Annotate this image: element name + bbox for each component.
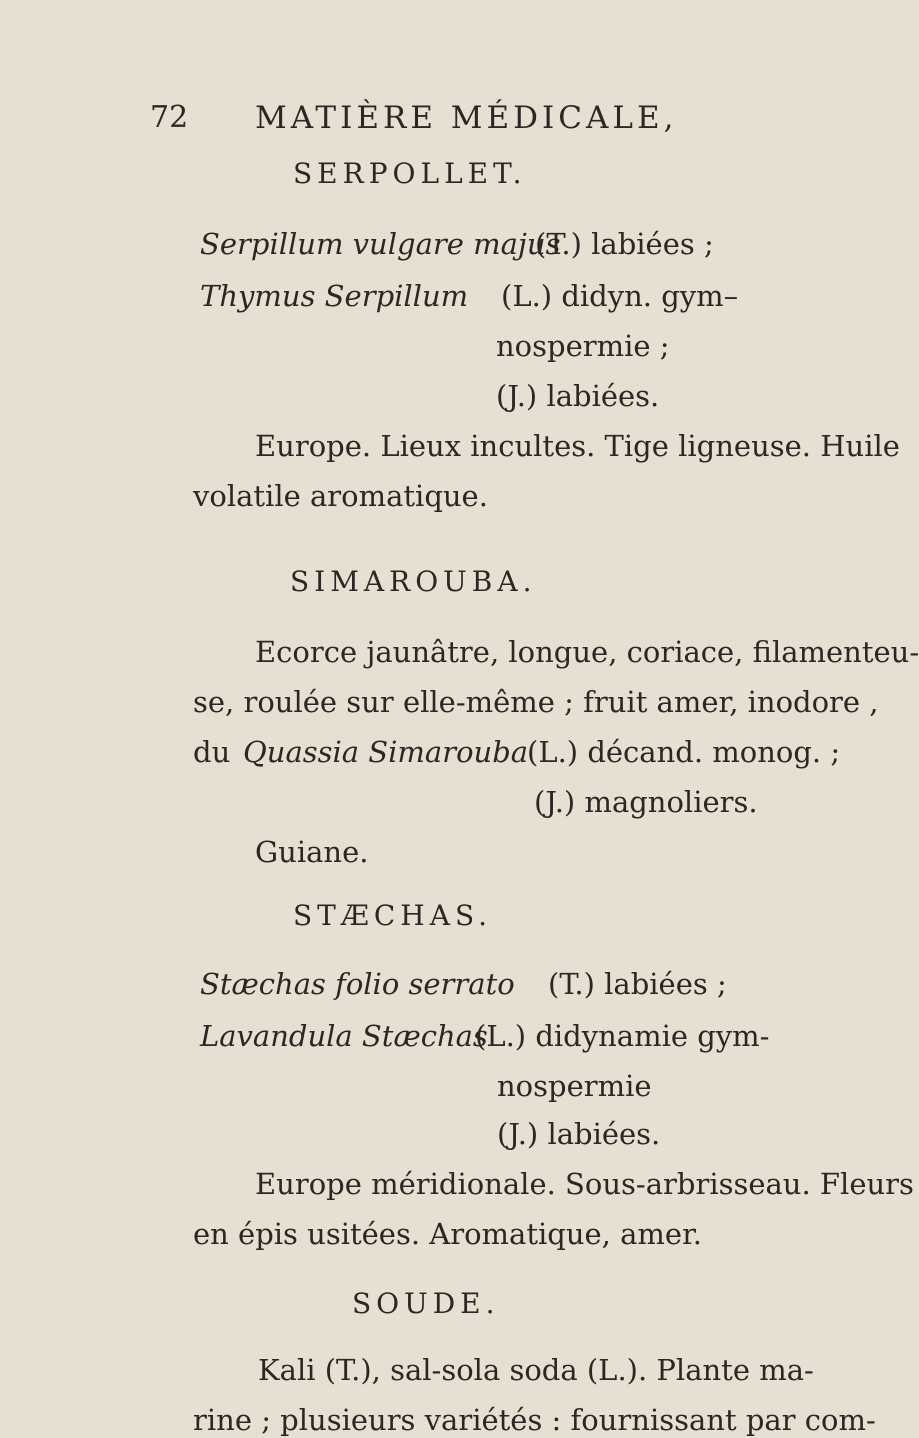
page-number: 72 <box>150 100 189 135</box>
description-line: Europe. Lieux incultes. Tige ligneuse. Huile <box>255 429 900 463</box>
synonym-name: Stæchas folio serrato <box>200 967 515 1001</box>
synonym-jussieu: (J.) magnoliers. <box>534 785 758 819</box>
entry-heading-simarouba: SIMAROUBA. <box>290 565 537 598</box>
synonym-continuation: nospermie ; <box>496 329 670 363</box>
description-line: se, roulée sur elle-même ; fruit amer, inodore , <box>193 685 879 719</box>
synonym-jussieu: (J.) labiées. <box>497 1117 661 1151</box>
synonym-authority: (L.) didyn. gym– <box>501 279 739 313</box>
description-line: Kali (T.), sal-sola soda (L.). Plante ma- <box>258 1353 814 1387</box>
synonym-name: Thymus Serpillum <box>200 279 469 313</box>
synonym-authority: (T.) labiées ; <box>548 967 727 1001</box>
synonym-authority: (L.) didynamie gym- <box>475 1019 770 1053</box>
synonym-name: Quassia Simarouba <box>243 735 529 769</box>
synonym-continuation: nospermie <box>497 1069 652 1103</box>
description-line: Europe méridionale. Sous-arbrisseau. Fleurs <box>255 1167 914 1201</box>
synonym-prefix: du <box>193 735 231 769</box>
entry-heading-soude: SOUDE. <box>352 1287 500 1320</box>
entry-heading-staechas: STÆCHAS. <box>293 899 493 932</box>
description-line: rine ; plusieurs variétés : fournissant par com- <box>193 1403 876 1437</box>
synonym-authority: (T.) labiées ; <box>535 227 714 261</box>
description-line: volatile aromatique. <box>193 479 488 513</box>
synonym-name: Serpillum vulgare majus <box>200 227 561 261</box>
description-line: Ecorce jaunâtre, longue, coriace, filamenteu- <box>255 635 919 669</box>
origin: Guiane. <box>255 835 369 869</box>
synonym-jussieu: (J.) labiées. <box>496 379 660 413</box>
description-line: en épis usitées. Aromatique, amer. <box>193 1217 702 1251</box>
synonym-authority: (L.) décand. monog. ; <box>527 735 841 769</box>
running-title: MATIÈRE MÉDICALE, <box>255 100 678 136</box>
synonym-name: Lavandula Stæchas <box>200 1019 488 1053</box>
entry-heading-serpollet: SERPOLLET. <box>293 157 527 190</box>
